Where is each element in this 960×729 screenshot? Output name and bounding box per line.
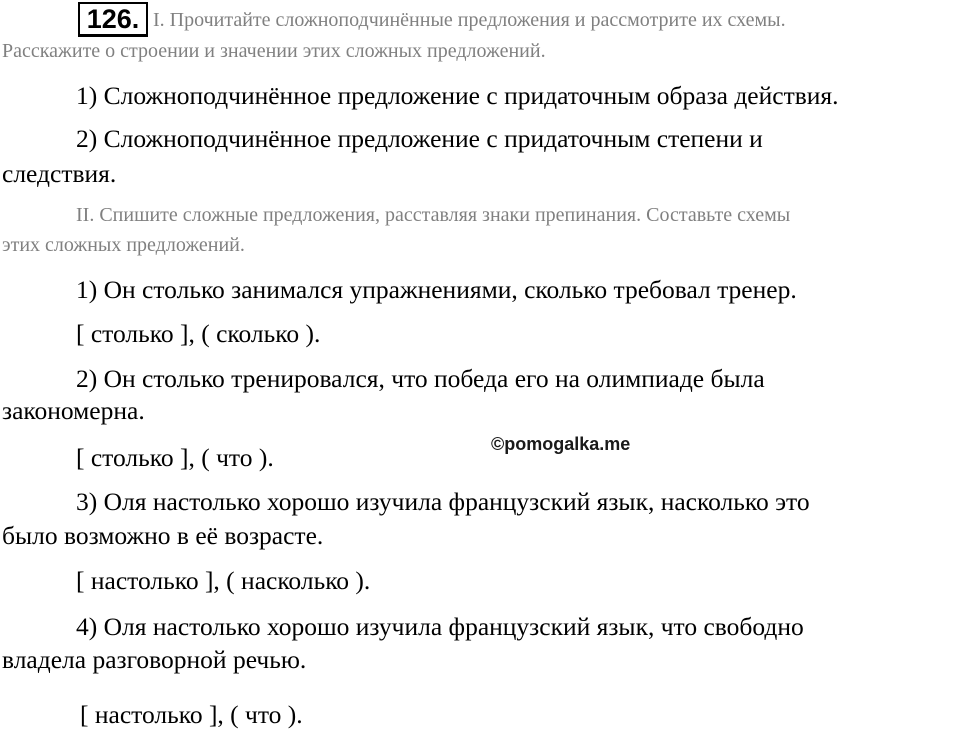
sentence-3-line2: было возможно в её возрасте.: [2, 521, 324, 550]
task2-line2: этих сложных предложений.: [2, 234, 245, 256]
sentence-1: 1) Он столько занимался упражнениями, сколько требовал тренер.: [76, 275, 797, 304]
part1-item2-line2: следствия.: [2, 159, 117, 188]
exercise-number: 126.: [78, 2, 148, 37]
scheme-4: [ настолько ], ( что ).: [80, 700, 303, 729]
part1-item2-line1: 2) Сложноподчинённое предложение с придаточным степени и: [76, 124, 763, 153]
sentence-2-line2: закономерна.: [2, 396, 145, 425]
task1-line1: I. Прочитайте сложноподчинённые предложения и рассмотрите их схемы.: [153, 9, 786, 31]
site-watermark: ©pomogalka.me: [491, 434, 631, 454]
task1-line2: Расскажите о строении и значении этих сложных предложений.: [2, 40, 546, 62]
sentence-4-line1: 4) Оля настолько хорошо изучила французский язык, что свободно: [76, 612, 804, 641]
scheme-1: [ столько ], ( сколько ).: [76, 319, 321, 348]
sentence-3-line1: 3) Оля настолько хорошо изучила французский язык, насколько это: [76, 487, 810, 516]
scheme-3: [ настолько ], ( насколько ).: [76, 566, 371, 595]
sentence-2-line1: 2) Он столько тренировался, что победа его на олимпиаде была: [76, 364, 765, 393]
task2-line1: II. Спишите сложные предложения, расставляя знаки препинания. Составьте схемы: [76, 204, 791, 226]
sentence-4-line2: владела разговорной речью.: [2, 645, 307, 674]
part1-item1: 1) Сложноподчинённое предложение с придаточным образа действия.: [76, 81, 839, 110]
scheme-2: [ столько ], ( что ).: [76, 443, 274, 472]
